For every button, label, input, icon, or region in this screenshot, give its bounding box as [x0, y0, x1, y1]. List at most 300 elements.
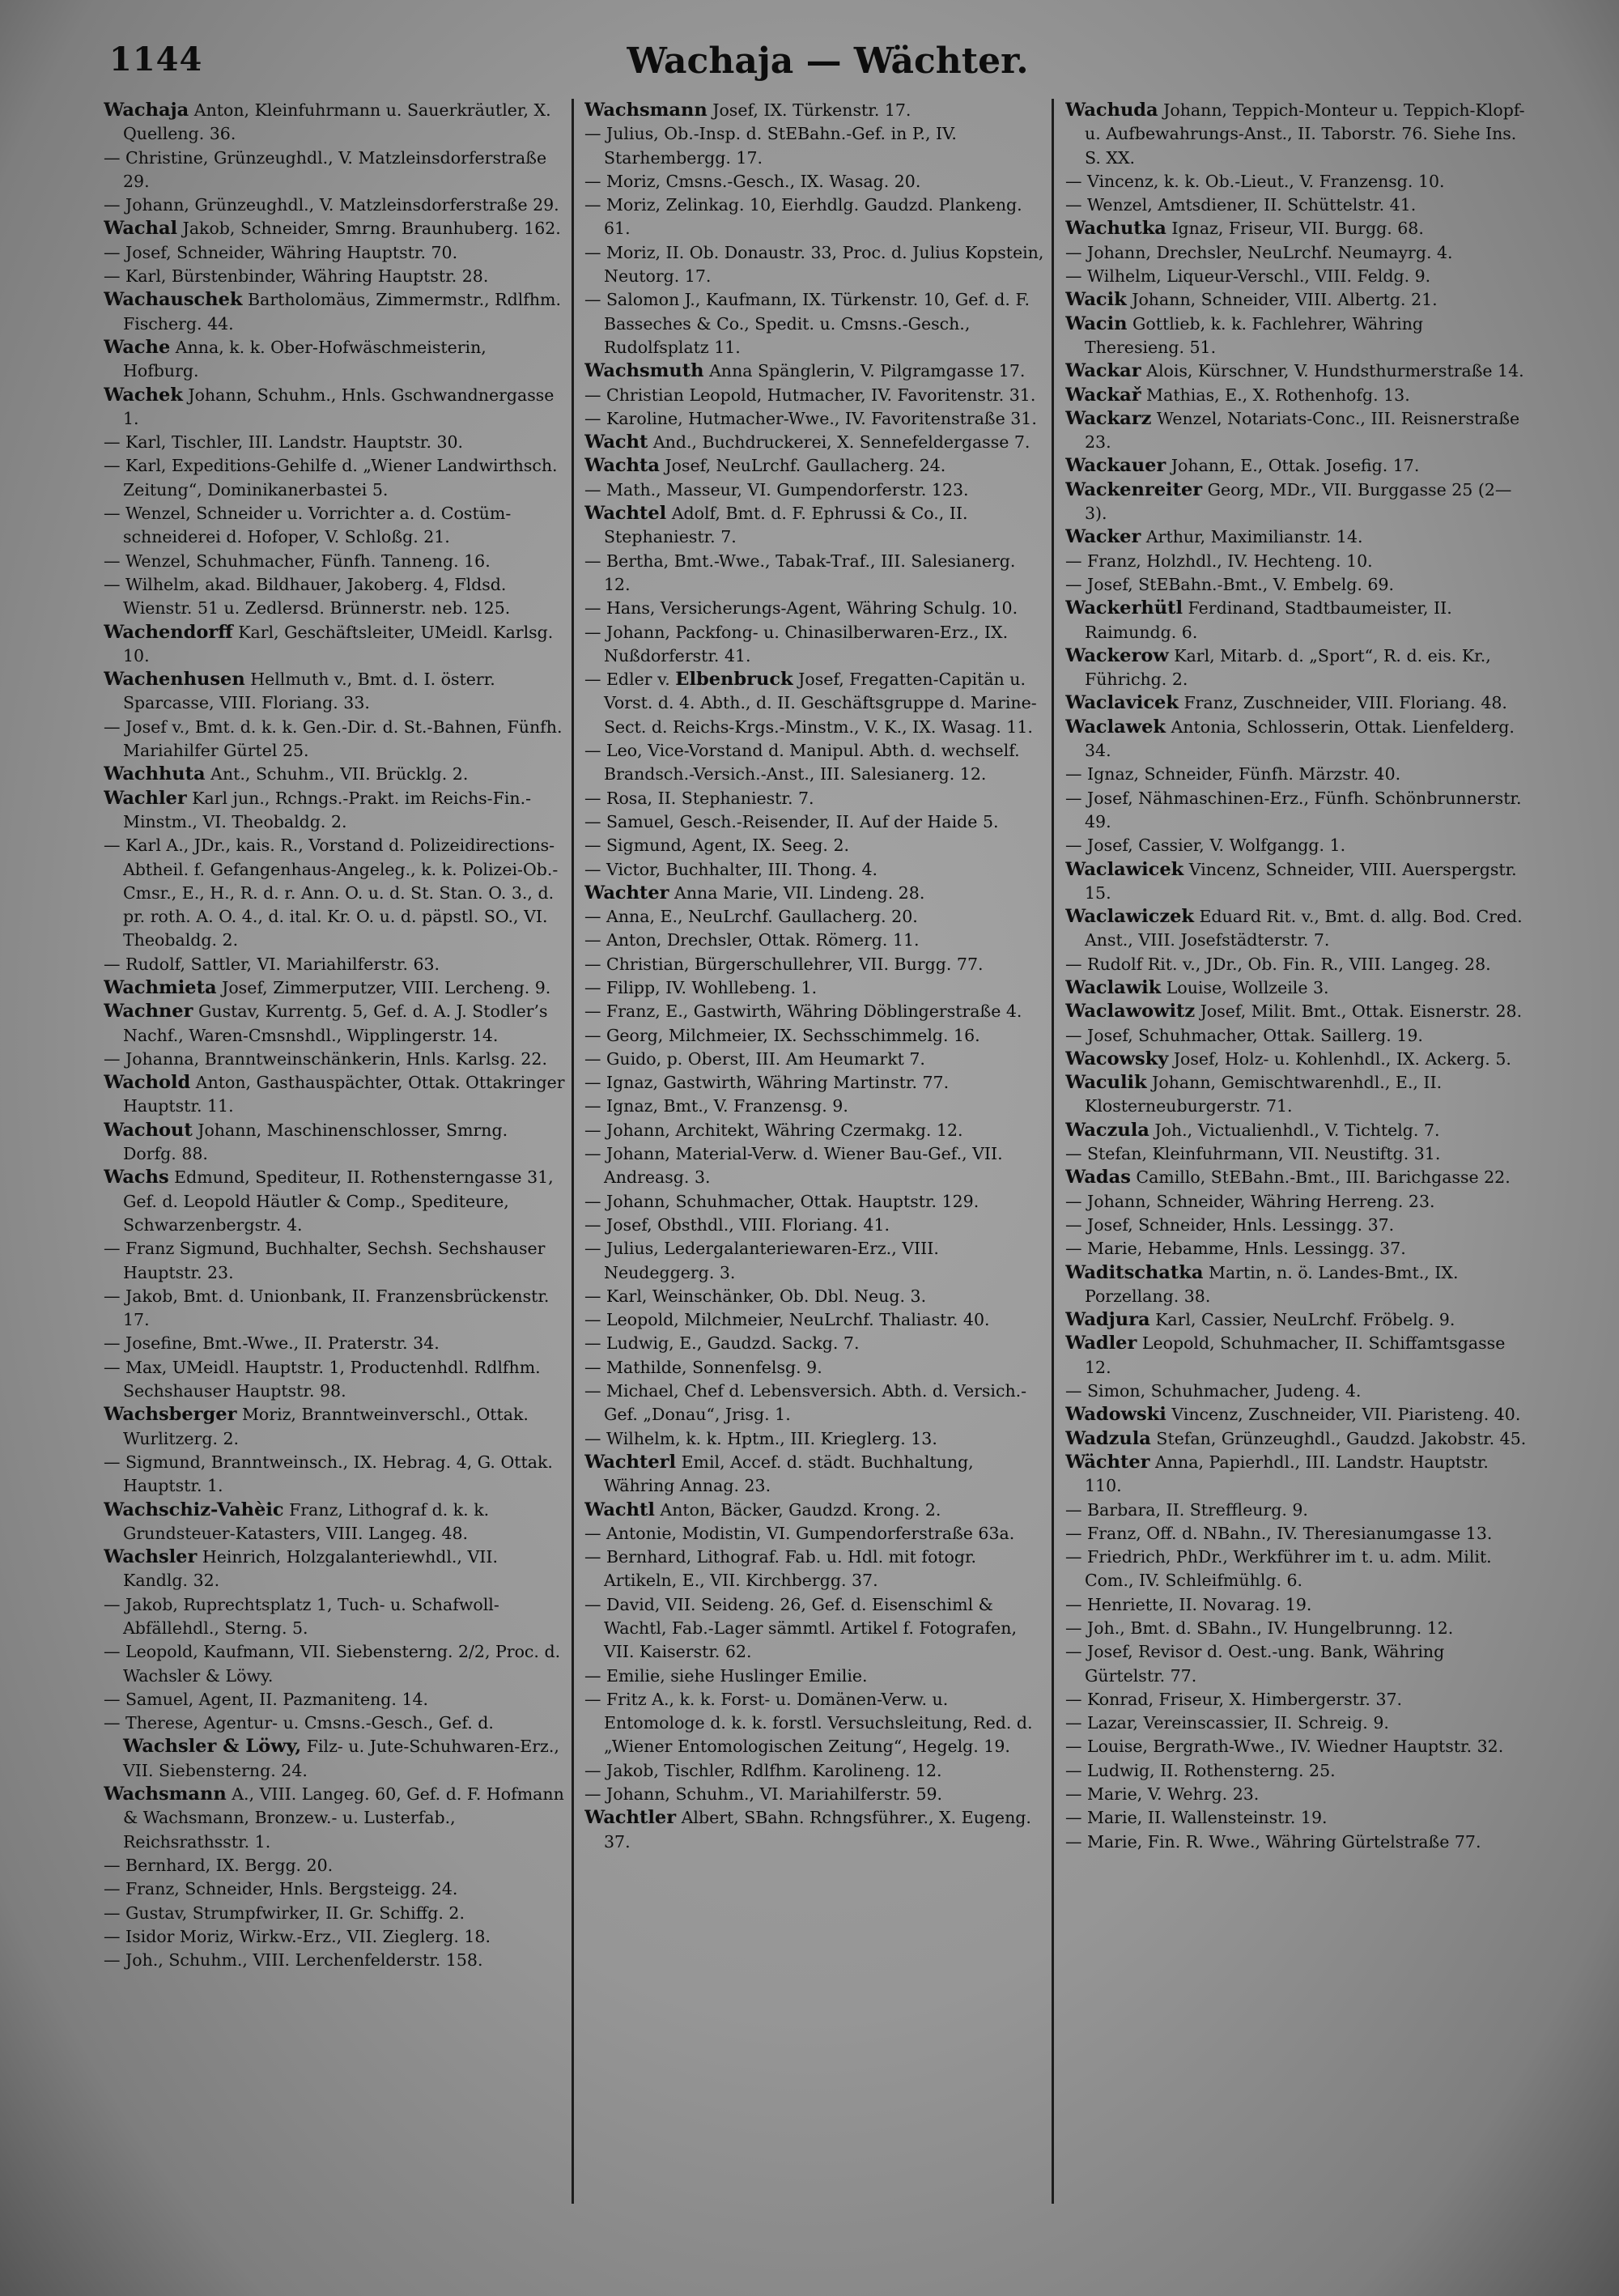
directory-entry — [584, 1214, 1046, 1237]
entry-text: — Filipp, IV. Wohllebeng. 1. — [584, 977, 818, 997]
entry-surname: Wadowski — [1065, 1404, 1166, 1426]
entry-text: — Mathilde, Sonnenfelsg. 9. — [584, 1357, 822, 1377]
entry-text: Camillo, StEBahn.-Bmt., III. Barichgasse 22. — [1130, 1167, 1511, 1188]
entry-text: — Karl, Weinschänker, Ob. Dbl. Neug. 3. — [584, 1286, 927, 1306]
directory-entry — [1065, 1332, 1527, 1380]
directory-entry — [104, 1688, 565, 1711]
entry-text: Eduard Rit. v., Bmt. d. allg. Bod. Cred. Anst., VIII. Josefstädterstr. 7. — [1085, 907, 1523, 950]
directory-entry — [1065, 1593, 1527, 1617]
entry-text: — Joh., Schuhm., VIII. Lerchenfelderstr. 158. — [104, 1950, 483, 1971]
entry-text: — Sigmund, Branntweinsch., IX. Hebrag. 4, G. Ottak. Hauptstr. 1. — [104, 1452, 553, 1496]
directory-entry — [584, 1095, 1046, 1118]
directory-entry — [104, 217, 565, 240]
directory-entry — [1065, 1237, 1527, 1261]
directory-entry — [584, 1783, 1046, 1806]
entry-text: — Marie, Hebamme, Hnls. Lessingg. 37. — [1065, 1239, 1406, 1259]
directory-entry — [104, 1949, 565, 1972]
entry-text: — Sigmund, Agent, IX. Seeg. 2. — [584, 835, 850, 856]
directory-entry — [1065, 99, 1527, 170]
directory-entry — [104, 1925, 565, 1949]
entry-text: Anna, Papierhdl., III. Landstr. Hauptstr. 110. — [1085, 1452, 1489, 1496]
directory-entry — [584, 929, 1046, 952]
directory-entry — [104, 454, 565, 502]
entry-text: Anna, k. k. Ober-Hofwäschmeisterin, Hofburg. — [123, 337, 487, 381]
entry-text: — Bertha, Bmt.-Wwe., Tabak-Traf., III. Salesianerg. 12. — [584, 551, 1016, 594]
directory-entry — [1065, 976, 1527, 1000]
entry-text: — Gustav, Strumpfwirker, II. Gr. Schiffg. 2. — [104, 1903, 465, 1923]
directory-entry — [104, 1877, 565, 1901]
entry-surname: Wachout — [104, 1119, 193, 1141]
entry-text: Karl jun., Rchngs.-Prakt. im Reichs-Fin.-Minstm., VI. Theobaldg. 2. — [123, 788, 532, 831]
entry-text: Alois, Kürschner, V. Hundsthurmerstraße 14. — [1141, 361, 1524, 381]
entry-text: — Johann, Architekt, Währing Czermakg. 12. — [584, 1120, 963, 1140]
entry-text: Moriz, Branntweinverschl., Ottak. Wurlitzerg. 2. — [123, 1405, 529, 1448]
directory-entry — [104, 1783, 565, 1854]
page-number: 1144 — [109, 40, 203, 79]
directory-entry — [584, 1190, 1046, 1214]
entry-surname: Wackerow — [1065, 644, 1169, 666]
directory-entry — [1065, 1688, 1527, 1711]
directory-entry — [584, 882, 1046, 905]
directory-entry — [584, 170, 1046, 193]
directory-entry — [1065, 407, 1527, 455]
directory-entry — [104, 193, 565, 217]
directory-entry — [584, 1593, 1046, 1665]
directory-entry — [104, 431, 565, 454]
entry-text: — Josef, Schneider, Hnls. Lessingg. 37. — [1065, 1214, 1395, 1235]
entry-text: — Karoline, Hutmacher-Wwe., IV. Favoritenstraße 31. — [584, 408, 1037, 428]
entry-text: — Samuel, Gesch.-Reisender, II. Auf der Haide 5. — [584, 811, 999, 831]
directory-entry — [104, 1356, 565, 1404]
directory-entry — [1065, 1451, 1527, 1499]
column-2 — [584, 99, 1046, 2244]
directory-entry — [584, 834, 1046, 857]
entry-text: — Math., Masseur, VI. Gumpendorferstr. 123. — [584, 479, 969, 500]
entry-surname: Wachsler & Löwy, — [123, 1736, 302, 1758]
entry-surname: Wachtl — [584, 1499, 655, 1520]
entry-text: — Karl, Bürstenbinder, Währing Hauptstr. 28. — [104, 266, 489, 287]
directory-entry — [584, 668, 1046, 739]
entry-text: — Johann, Grünzeughdl., V. Matzleinsdorferstraße 29. — [104, 195, 559, 215]
entry-surname: Wachmieta — [104, 976, 217, 998]
directory-entry — [104, 1000, 565, 1048]
directory-entry — [1065, 1522, 1527, 1546]
entry-text: — Salomon J., Kaufmann, IX. Türkenstr. 10, Gef. d. F. Basseches & Co., Spedit. u. Cmsns.-Gesch., Rudolfsplatz 11. — [584, 290, 1030, 357]
directory-entry — [104, 1332, 565, 1355]
entry-text: Arthur, Maximilianstr. 14. — [1141, 527, 1363, 547]
entry-text: Josef, IX. Türkenstr. 17. — [707, 100, 911, 120]
entry-surname: Wächter — [1065, 1451, 1150, 1473]
directory-entry — [1065, 573, 1527, 597]
entry-text: Vincenz, Zuschneider, VII. Piaristeng. 40. — [1166, 1405, 1521, 1425]
directory-entry — [1065, 716, 1527, 763]
directory-entry — [584, 1759, 1046, 1783]
entry-text: — Guido, p. Oberst, III. Am Heumarkt 7. — [584, 1048, 925, 1069]
directory-entry — [104, 1048, 565, 1071]
entry-text: — Ludwig, II. Rothensterng. 25. — [1065, 1760, 1336, 1780]
directory-entry — [1065, 1617, 1527, 1640]
directory-entry — [584, 1522, 1046, 1546]
entry-text: — Rudolf, Sattler, VI. Mariahilferstr. 63. — [104, 954, 440, 974]
entry-text: — Franz, Schneider, Hnls. Bergsteigg. 24. — [104, 1879, 458, 1899]
directory-entry — [584, 359, 1046, 383]
directory-entry — [1065, 193, 1527, 217]
entry-text: — Wenzel, Amtsdiener, II. Schüttelstr. 41. — [1065, 195, 1417, 215]
entry-text: Gottlieb, k. k. Fachlehrer, Währing Theresieng. 51. — [1085, 313, 1424, 357]
entry-text: Karl, Cassier, NeuLrchf. Fröbelg. 9. — [1149, 1310, 1455, 1330]
entry-text: — Johann, Drechsler, NeuLrchf. Neumayrg. 4. — [1065, 242, 1453, 262]
entry-text: Martin, n. ö. Landes-Bmt., IX. Porzellang. 38. — [1085, 1262, 1459, 1306]
entry-surname: Wachendorff — [104, 621, 233, 643]
directory-entry — [104, 1166, 565, 1237]
directory-entry — [1065, 1427, 1527, 1451]
directory-entry — [1065, 1308, 1527, 1332]
entry-text: Stefan, Grünzeughdl., Gaudzd. Jakobstr. 45. — [1150, 1428, 1527, 1448]
entry-surname: Wacht — [584, 432, 648, 453]
directory-entry — [584, 1688, 1046, 1759]
directory-entry — [1065, 478, 1527, 526]
entry-text: — Johann, Packfong- u. Chinasilberwaren-Erz., IX. Nußdorferstr. 41. — [584, 622, 1009, 665]
entry-text: — Franz, Holzhdl., IV. Hechteng. 10. — [1065, 551, 1373, 571]
entry-surname: Wachsmann — [584, 100, 708, 121]
entry-text: — Karl A., JDr., kais. R., Vorstand d. Polizeidirections-Abtheil. f. Gefangenhaus-Angeleg., k. k. Polizei-Ob.-Cmsr., E., H., R. d. r. Ann. O. u. d. St. Stan. O. 3., d. pr. roth. A. O. 4., d. ital. Kr. O. u. d. päpstl. SO., VI. Theobaldg. 2. — [104, 835, 559, 950]
entry-surname: Waditschatka — [1065, 1261, 1204, 1283]
directory-entry — [104, 265, 565, 288]
entry-text: — Henriette, II. Novarag. 19. — [1065, 1594, 1312, 1614]
directory-entry — [1065, 763, 1527, 786]
entry-surname: Wachsler — [104, 1546, 198, 1568]
directory-entry — [1065, 1499, 1527, 1522]
entry-text: Jakob, Schneider, Smrng. Braunhuberg. 162. — [177, 219, 561, 239]
directory-entry — [104, 763, 565, 786]
directory-entry — [584, 1665, 1046, 1688]
directory-entry — [1065, 1711, 1527, 1735]
entry-text: — Johanna, Branntweinschänkerin, Hnls. Karlsg. 22. — [104, 1048, 547, 1069]
directory-entry — [104, 384, 565, 432]
entry-surname: Wacin — [1065, 313, 1128, 334]
entry-surname: Wachal — [104, 218, 178, 240]
entry-text: Heinrich, Holzgalanteriewhdl., VII. Kandlg. 32. — [123, 1547, 498, 1591]
directory-entry — [1065, 1024, 1527, 1048]
directory-entry — [104, 241, 565, 265]
directory-entry — [104, 834, 565, 952]
directory-entry — [104, 502, 565, 550]
directory-entry — [1065, 525, 1527, 549]
directory-entry — [584, 122, 1046, 170]
entry-text: — Lazar, Vereinscassier, II. Schreig. 9. — [1065, 1713, 1389, 1733]
entry-text: Ferdinand, Stadtbaumeister, II. Raimundg. 6. — [1085, 598, 1452, 642]
entry-surname: Waculik — [1065, 1072, 1147, 1094]
entry-text: Johann, Schuhm., Hnls. Gschwandnergasse 1. — [123, 385, 555, 428]
directory-entry — [104, 1593, 565, 1641]
entry-text: — Josefine, Bmt.-Wwe., II. Praterstr. 34. — [104, 1333, 440, 1354]
entry-surname: Wackarz — [1065, 407, 1152, 429]
entry-text: Johann, Schneider, VIII. Albertg. 21. — [1126, 290, 1438, 310]
column-1 — [104, 99, 565, 2244]
entry-surname: Waclawiczek — [1065, 906, 1195, 928]
directory-entry — [584, 99, 1046, 122]
directory-entry — [584, 1142, 1046, 1190]
directory-entry — [1065, 550, 1527, 573]
directory-entry — [1065, 1142, 1527, 1166]
entry-surname: Wachauschek — [104, 289, 243, 311]
entry-text: Wenzel, Notariats-Conc., III. Reisnerstraße 23. — [1085, 408, 1520, 453]
entry-text: — Georg, Milchmeier, IX. Sechsschimmelg. 16. — [584, 1025, 980, 1045]
directory-entry — [584, 454, 1046, 478]
directory-entry — [1065, 644, 1527, 692]
entry-text: — Louise, Bergrath-Wwe., IV. Wiedner Hauptstr. 32. — [1065, 1737, 1504, 1757]
entry-text: — Ignaz, Bmt., V. Franzensg. 9. — [584, 1096, 848, 1116]
entry-text: Joh., Victualienhdl., V. Tichtelg. 7. — [1149, 1120, 1440, 1140]
directory-entry — [104, 1451, 565, 1499]
directory-entry — [584, 787, 1046, 810]
directory-entry — [104, 573, 565, 621]
entry-text: Mathias, E., X. Rothenhofg. 13. — [1141, 385, 1410, 405]
directory-entry — [1065, 313, 1527, 360]
entry-text: — Konrad, Friseur, X. Himbergerstr. 37. — [1065, 1689, 1403, 1709]
entry-text: — Emilie, siehe Huslinger Emilie. — [584, 1665, 868, 1686]
directory-entry — [584, 384, 1046, 407]
entry-text: — Karl, Expeditions-Gehilfe d. „Wiener Landwirthsch. Zeitung“, Dominikanerbastei 5. — [104, 456, 558, 500]
directory-entry — [584, 1285, 1046, 1308]
entry-text: — Isidor Moriz, Wirkw.-Erz., VII. Zieglerg. 18. — [104, 1926, 491, 1946]
directory-entry — [1065, 1048, 1527, 1071]
entry-text: — Max, UMeidl. Hauptstr. 1, Productenhdl. Rdlfhm. Sechshauser Hauptstr. 98. — [104, 1357, 541, 1401]
directory-entry — [1065, 1214, 1527, 1237]
directory-entry — [104, 1854, 565, 1877]
entry-text: Anton, Kleinfuhrmann u. Sauerkräutler, X. Quelleng. 36. — [123, 100, 551, 144]
entry-surname: Waclawowitz — [1065, 1001, 1196, 1023]
directory-entry — [584, 502, 1046, 550]
directory-entry — [584, 193, 1046, 241]
directory-entry — [1065, 1830, 1527, 1854]
entry-text: Ignaz, Friseur, VII. Burgg. 68. — [1166, 219, 1424, 239]
entry-text: Anton, Bäcker, Gaudzd. Krong. 2. — [654, 1499, 941, 1520]
running-head: Wachaja — Wächter. — [627, 40, 1029, 82]
entry-surname: Wacik — [1065, 289, 1127, 311]
directory-entry — [1065, 1071, 1527, 1119]
entry-surname: Waclawik — [1065, 976, 1162, 998]
directory-entry — [584, 550, 1046, 597]
directory-entry — [104, 1285, 565, 1333]
entry-text: Josef, Fregatten-Capitän u. Vorst. d. 4. Abth., d. II. Geschäftsgruppe d. Marine-Sect. d. Reichs-Krgs.-Minstm., V. K., IX. Wasag. 11. — [604, 670, 1037, 737]
entry-text: — Josef, Schneider, Währing Hauptstr. 70. — [104, 242, 458, 262]
entry-text: Josef, Holz- u. Kohlenhdl., IX. Ackerg. 5. — [1168, 1048, 1511, 1069]
directory-entry — [104, 1403, 565, 1451]
entry-text: — Michael, Chef d. Lebensversich. Abth. d. Versich.-Gef. „Donau“, Jrisg. 1. — [584, 1381, 1027, 1425]
directory-entry — [584, 1499, 1046, 1522]
entry-text: Karl, Mitarb. d. „Sport“, R. d. eis. Kr., Führichg. 2. — [1085, 645, 1491, 690]
directory-entry — [104, 953, 565, 976]
entry-text: — Anna, E., NeuLrchf. Gaullacherg. 20. — [584, 907, 918, 927]
entry-text: — Jakob, Ruprechtsplatz 1, Tuch- u. Schafwoll-Abfällehdl., Sterng. 5. — [104, 1594, 499, 1638]
directory-entry — [584, 1332, 1046, 1355]
entry-surname: Waclawek — [1065, 716, 1166, 738]
entry-text: — Marie, II. Wallensteinstr. 19. — [1065, 1808, 1328, 1828]
directory-entry — [1065, 359, 1527, 383]
directory-entry — [584, 241, 1046, 289]
entry-text: — Josef, Schuhmacher, Ottak. Saillerg. 19. — [1065, 1025, 1423, 1045]
directory-entry — [104, 99, 565, 147]
entry-surname: Wackerhütl — [1065, 597, 1183, 619]
entry-text: — Rosa, II. Stephaniestr. 7. — [584, 788, 814, 808]
entry-text: Gustav, Kurrentg. 5, Gef. d. A. J. Stodler’s Nachf., Waren-Cmsnshdl., Wipplingerstr. 14. — [123, 1001, 548, 1045]
directory-entry — [1065, 1166, 1527, 1189]
directory-entry — [1065, 1735, 1527, 1758]
directory-entry — [1065, 1759, 1527, 1783]
entry-surname: Waclavicek — [1065, 692, 1179, 714]
directory-entry — [1065, 787, 1527, 835]
directory-entry — [584, 1308, 1046, 1332]
directory-entry — [584, 1119, 1046, 1142]
entry-text: Johann, E., Ottak. Josefig. 17. — [1166, 456, 1420, 476]
entry-text: — Wilhelm, Liqueur-Verschl., VIII. Feldg. 9. — [1065, 266, 1431, 287]
entry-text: — Karl, Tischler, III. Landstr. Hauptstr. 30. — [104, 432, 464, 453]
entry-text: — Josef, Nähmaschinen-Erz., Fünfh. Schönbrunnerstr. 49. — [1065, 788, 1522, 831]
entry-text: Josef, Zimmerputzer, VIII. Lercheng. 9. — [216, 977, 551, 997]
column-divider — [1052, 99, 1054, 2204]
directory-entry — [584, 739, 1046, 787]
entry-text: — Hans, Versicherungs-Agent, Währing Schulg. 10. — [584, 598, 1018, 619]
directory-entry — [1065, 691, 1527, 715]
entry-text: — Julius, Ledergalanteriewaren-Erz., VIII. Neudeggerg. 3. — [584, 1239, 939, 1282]
entry-text: Vincenz, Schneider, VIII. Auerspergstr. 15. — [1085, 859, 1517, 903]
directory-entry — [1065, 384, 1527, 407]
entry-text: — Jakob, Tischler, Rdlfhm. Karolineng. 12. — [584, 1760, 942, 1780]
entry-text: — Marie, Fin. R. Wwe., Währing Gürtelstraße 77. — [1065, 1831, 1481, 1852]
entry-text: — Christine, Grünzeughdl., V. Matzleinsdorferstraße 29. — [104, 147, 547, 191]
entry-text: Anna Marie, VII. Lindeng. 28. — [669, 882, 925, 903]
entry-text: Anton, Gasthauspächter, Ottak. Ottakringer Hauptstr. 11. — [123, 1073, 565, 1116]
entry-text: — Josef, Revisor d. Oest.-ung. Bank, Währing Gürtelstr. 77. — [1065, 1642, 1445, 1686]
entry-text: Georg, MDr., VII. Burggasse 25 (2—3). — [1085, 479, 1512, 524]
directory-entry — [1065, 288, 1527, 312]
directory-entry — [584, 288, 1046, 359]
entry-text: Johann, Maschinenschlosser, Smrng. Dorfg. 88. — [123, 1120, 508, 1164]
entry-text: — Bernhard, Lithograf. Fab. u. Hdl. mit fotogr. Artikeln, E., VII. Kirchbergg. 37. — [584, 1547, 977, 1591]
entry-surname: Wachterl — [584, 1451, 677, 1473]
directory-entry — [104, 787, 565, 835]
directory-entry — [104, 621, 565, 669]
directory-entry — [1065, 1806, 1527, 1830]
directory-entry — [104, 668, 565, 716]
entry-text: — Leopold, Kaufmann, VII. Siebensterng. 2/2, Proc. d. Wachsler & Löwy. — [104, 1642, 561, 1686]
directory-entry — [584, 621, 1046, 669]
directory-entry — [584, 905, 1046, 929]
entry-surname: Wachhuta — [104, 763, 206, 785]
entry-text: — Josef, Obsthdl., VIII. Floriang. 41. — [584, 1214, 890, 1235]
entry-surname: Wadzula — [1065, 1427, 1151, 1449]
directory-entry — [584, 1451, 1046, 1499]
directory-entry — [584, 431, 1046, 454]
entry-surname: Wackař — [1065, 384, 1141, 406]
entry-text: — Ignaz, Schneider, Fünfh. Märzstr. 40. — [1065, 764, 1401, 784]
entry-text: And., Buchdruckerei, X. Sennefeldergasse 7. — [648, 432, 1030, 453]
directory-entry — [1065, 1119, 1527, 1142]
directory-entry — [104, 1119, 565, 1167]
entry-text: Filz- u. Jute-Schuhwaren-Erz., VII. Siebensterng. 24. — [123, 1737, 559, 1780]
entry-text: Emil, Accef. d. städt. Buchhaltung, Währing Annag. 23. — [604, 1452, 974, 1496]
directory-entry — [1065, 834, 1527, 857]
entry-surname: Wachta — [584, 455, 660, 477]
entry-surname: Wachuda — [1065, 100, 1158, 121]
directory-entry — [584, 810, 1046, 834]
entry-text: — Leopold, Milchmeier, NeuLrchf. Thaliastr. 40. — [584, 1310, 990, 1330]
entry-text: — Simon, Schuhmacher, Judeng. 4. — [1065, 1381, 1362, 1401]
directory-entry — [1065, 1546, 1527, 1593]
entry-text: Ant., Schuhm., VII. Brücklg. 2. — [205, 764, 469, 784]
directory-entry — [1065, 1000, 1527, 1023]
directory-entry — [584, 1356, 1046, 1380]
entry-text: Josef, Milit. Bmt., Ottak. Eisnerstr. 28. — [1195, 1001, 1523, 1022]
entry-text: — Ignaz, Gastwirth, Währing Martinstr. 77. — [584, 1073, 950, 1093]
entry-text: Leopold, Schuhmacher, II. Schiffamtsgasse 12. — [1085, 1333, 1506, 1377]
entry-text: — Johann, Schuhmacher, Ottak. Hauptstr. 129. — [584, 1191, 979, 1211]
entry-text: — Moriz, II. Ob. Donaustr. 33, Proc. d. Julius Kopstein, Neutorg. 17. — [584, 242, 1044, 287]
directory-entry — [1065, 1783, 1527, 1806]
entry-surname: Elbenbruck — [675, 669, 793, 691]
entry-text: — Josef, Cassier, V. Wolfgangg. 1. — [1065, 835, 1346, 856]
entry-text: Franz, Zuschneider, VIII. Floriang. 48. — [1178, 693, 1507, 713]
entry-text: Bartholomäus, Zimmermstr., Rdlfhm. Fischerg. 44. — [123, 290, 561, 334]
entry-surname: Wachsberger — [104, 1404, 237, 1426]
entry-surname: Wachenhusen — [104, 669, 245, 691]
entry-surname: Wadler — [1065, 1333, 1137, 1354]
entry-surname: Wacowsky — [1065, 1048, 1169, 1069]
entry-surname: Wachter — [584, 882, 669, 904]
directory-entry — [1065, 953, 1527, 976]
column-divider — [572, 99, 574, 2204]
entry-surname: Wackauer — [1065, 455, 1166, 477]
entry-surname: Wachschiz-Vahèic — [104, 1499, 284, 1520]
entry-text: — Josef v., Bmt. d. k. k. Gen.-Dir. d. St.-Bahnen, Fünfh. Mariahilfer Gürtel 25. — [104, 716, 563, 761]
directory-entry — [1065, 1640, 1527, 1688]
directory-entry — [1065, 1261, 1527, 1309]
entry-text: — Jakob, Bmt. d. Unionbank, II. Franzensbrückenstr. 17. — [104, 1286, 550, 1330]
directory-entry — [1065, 905, 1527, 953]
directory-entry — [584, 1048, 1046, 1071]
entry-surname: Wadas — [1065, 1167, 1131, 1188]
directory-entry — [584, 597, 1046, 620]
directory-entry — [1065, 265, 1527, 288]
entry-text: — Franz, Off. d. NBahn., IV. Theresianumgasse 13. — [1065, 1523, 1493, 1543]
entry-surname: Wachs — [104, 1167, 169, 1188]
entry-text: Johann, Gemischtwarenhdl., E., II. Klosterneuburgerstr. 71. — [1085, 1073, 1443, 1116]
entry-text: Adolf, Bmt. d. F. Ephrussi & Co., II. Stephaniestr. 7. — [604, 504, 968, 547]
entry-text: — Samuel, Agent, II. Pazmaniteng. 14. — [104, 1689, 429, 1709]
entry-text: — Edler v. — [584, 670, 676, 690]
directory-entry — [104, 976, 565, 1000]
directory-entry — [104, 1499, 565, 1546]
entry-surname: Wachaja — [104, 100, 189, 121]
entry-text: — Josef, StEBahn.-Bmt., V. Embelg. 69. — [1065, 574, 1395, 594]
entry-text: — Johann, Schuhm., VI. Mariahilferstr. 59. — [584, 1784, 943, 1805]
entry-text: — Christian, Bürgerschullehrer, VII. Burgg. 77. — [584, 954, 984, 974]
entry-text: A., VIII. Langeg. 60, Gef. d. F. Hofmann & Wachsmann, Bronzew.- u. Lusterfab., Reichsrathsstr. 1. — [123, 1784, 564, 1852]
entry-text: — Franz, E., Gastwirth, Währing Döblingerstraße 4. — [584, 1001, 1022, 1022]
entry-text: Hellmuth v., Bmt. d. I. österr. Sparcasse, VIII. Floriang. 33. — [123, 670, 495, 713]
entry-text: — Fritz A., k. k. Forst- u. Domänen-Verw. u. Entomologe d. k. k. forstl. Versuchsleitung, Red. d. „Wiener Entomologischen Zeitung“, Hegelg. 19. — [584, 1689, 1033, 1757]
directory-entry — [104, 147, 565, 194]
directory-entry — [584, 953, 1046, 976]
entry-text: — Wenzel, Schneider u. Vorrichter a. d. Costümschneiderei d. Hofoper, V. Schloßg. 21. — [104, 504, 512, 547]
entry-text: — Julius, Ob.-Insp. d. StEBahn.-Gef. in P., IV. Starhembergg. 17. — [584, 124, 957, 168]
directory-entry — [584, 1071, 1046, 1095]
entry-text: Karl, Geschäftsleiter, UMeidl. Karlsg. 10. — [123, 622, 554, 665]
directory-entry — [584, 1427, 1046, 1451]
entry-surname: Wachutka — [1065, 218, 1166, 240]
entry-text: — Johann, Schneider, Währing Herreng. 23. — [1065, 1191, 1435, 1211]
